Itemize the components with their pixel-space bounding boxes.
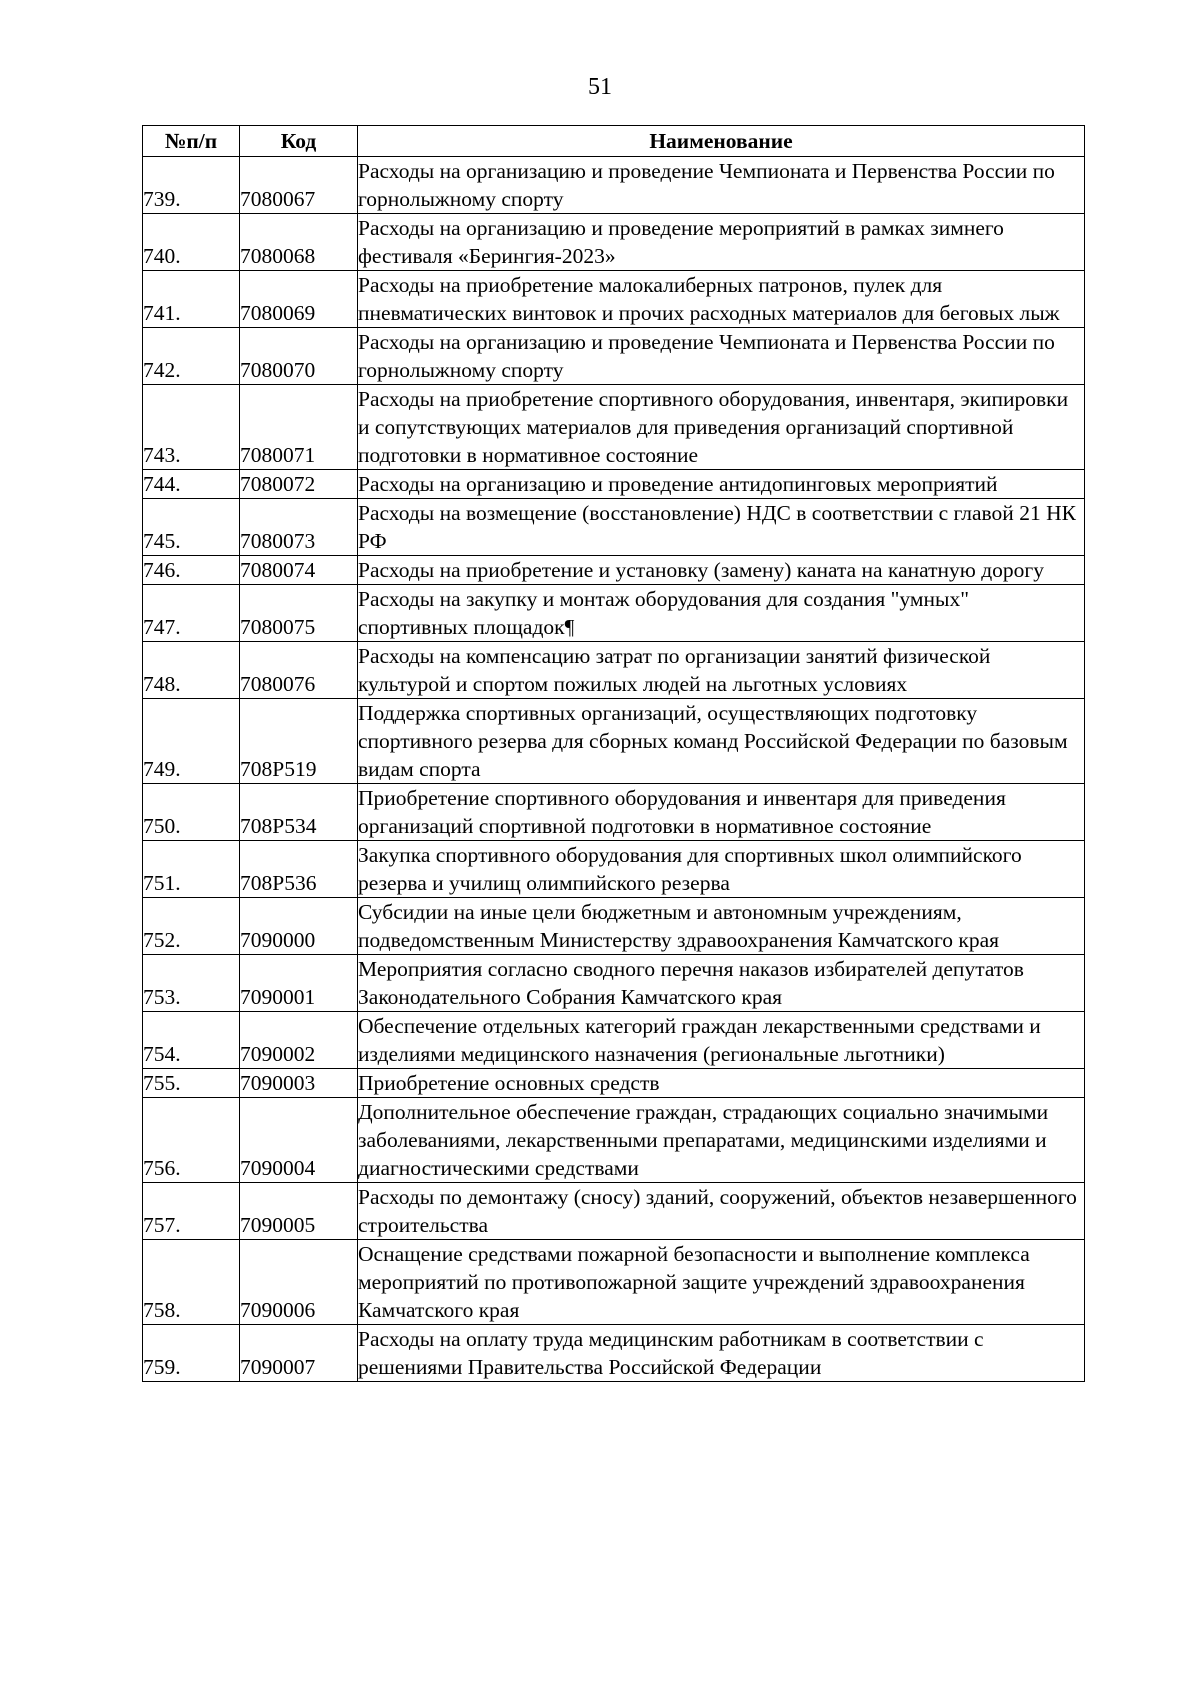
row-code: 708P534 bbox=[240, 784, 358, 841]
row-number: 755. bbox=[143, 1069, 240, 1098]
table-body bbox=[143, 157, 1085, 1382]
table-row bbox=[143, 642, 1085, 699]
table-row bbox=[143, 699, 1085, 784]
row-number: 742. bbox=[143, 328, 240, 385]
table-row bbox=[143, 1240, 1085, 1325]
row-number: 754. bbox=[143, 1012, 240, 1069]
row-name: Закупка спортивного оборудования для спортивных школ олимпийского резерва и училищ олимпийского резерва bbox=[358, 841, 1085, 898]
row-name: Субсидии на иные цели бюджетным и автономным учреждениям, подведомственным Министерству здравоохранения Камчатского края bbox=[358, 898, 1085, 955]
row-name: Расходы на приобретение малокалиберных патронов, пулек для пневматических винтовок и прочих расходных материалов для беговых лыж bbox=[358, 271, 1085, 328]
row-name: Дополнительное обеспечение граждан, страдающих социально значимыми заболеваниями, лекарственными препаратами, медицинскими изделиями и диагностическими средствами bbox=[358, 1098, 1085, 1183]
row-number: 741. bbox=[143, 271, 240, 328]
row-code: 7080071 bbox=[240, 385, 358, 470]
table-row bbox=[143, 841, 1085, 898]
table-row bbox=[143, 157, 1085, 214]
row-name: Оснащение средствами пожарной безопасности и выполнение комплекса мероприятий по противопожарной защите учреждений здравоохранения Камчатского края bbox=[358, 1240, 1085, 1325]
table-row bbox=[143, 1098, 1085, 1183]
row-number: 753. bbox=[143, 955, 240, 1012]
table-row bbox=[143, 898, 1085, 955]
row-name: Расходы на организацию и проведение Чемпионата и Первенства России по горнолыжному спорту bbox=[358, 328, 1085, 385]
row-code: 7080074 bbox=[240, 556, 358, 585]
table-row bbox=[143, 1325, 1085, 1382]
row-code: 7080068 bbox=[240, 214, 358, 271]
row-code: 7080069 bbox=[240, 271, 358, 328]
row-number: 743. bbox=[143, 385, 240, 470]
row-code: 7090005 bbox=[240, 1183, 358, 1240]
table-row bbox=[143, 385, 1085, 470]
row-number: 759. bbox=[143, 1325, 240, 1382]
row-name: Обеспечение отдельных категорий граждан лекарственными средствами и изделиями медицинского назначения (региональные льготники) bbox=[358, 1012, 1085, 1069]
header-number: №п/п bbox=[143, 126, 240, 157]
table-row bbox=[143, 1183, 1085, 1240]
row-code: 7090000 bbox=[240, 898, 358, 955]
row-name: Поддержка спортивных организаций, осуществляющих подготовку спортивного резерва для сборных команд Российской Федерации по базовым видам спорта bbox=[358, 699, 1085, 784]
table-row bbox=[143, 585, 1085, 642]
table-row bbox=[143, 955, 1085, 1012]
row-number: 752. bbox=[143, 898, 240, 955]
row-code: 7090002 bbox=[240, 1012, 358, 1069]
row-name: Расходы на приобретение спортивного оборудования, инвентаря, экипировки и сопутствующих материалов для приведения организаций спортивной подготовки в нормативное состояние bbox=[358, 385, 1085, 470]
row-code: 7080070 bbox=[240, 328, 358, 385]
row-name: Расходы на организацию и проведение мероприятий в рамках зимнего фестиваля «Берингия-2023» bbox=[358, 214, 1085, 271]
row-number: 750. bbox=[143, 784, 240, 841]
header-code: Код bbox=[240, 126, 358, 157]
classification-table bbox=[142, 125, 1085, 1382]
row-number: 747. bbox=[143, 585, 240, 642]
table-row bbox=[143, 271, 1085, 328]
row-code: 708P536 bbox=[240, 841, 358, 898]
row-name: Расходы на закупку и монтаж оборудования для создания "умных" спортивных площадок¶ bbox=[358, 585, 1085, 642]
row-number: 758. bbox=[143, 1240, 240, 1325]
table-row bbox=[143, 1069, 1085, 1098]
row-name: Расходы на организацию и проведение антидопинговых мероприятий bbox=[358, 470, 1085, 499]
row-name: Расходы на организацию и проведение Чемпионата и Первенства России по горнолыжному спорту bbox=[358, 157, 1085, 214]
row-number: 756. bbox=[143, 1098, 240, 1183]
table-row bbox=[143, 214, 1085, 271]
row-name: Расходы на возмещение (восстановление) НДС в соответствии с главой 21 НК РФ bbox=[358, 499, 1085, 556]
table-row bbox=[143, 1012, 1085, 1069]
row-code: 7080073 bbox=[240, 499, 358, 556]
row-number: 749. bbox=[143, 699, 240, 784]
row-code: 7080075 bbox=[240, 585, 358, 642]
row-name: Приобретение основных средств bbox=[358, 1069, 1085, 1098]
table-row bbox=[143, 556, 1085, 585]
row-number: 745. bbox=[143, 499, 240, 556]
row-number: 746. bbox=[143, 556, 240, 585]
row-name: Мероприятия согласно сводного перечня наказов избирателей депутатов Законодательного Собрания Камчатского края bbox=[358, 955, 1085, 1012]
row-name: Расходы по демонтажу (сносу) зданий, сооружений, объектов незавершенного строительства bbox=[358, 1183, 1085, 1240]
row-code: 7080076 bbox=[240, 642, 358, 699]
row-number: 748. bbox=[143, 642, 240, 699]
row-code: 7080067 bbox=[240, 157, 358, 214]
row-name: Расходы на приобретение и установку (замену) каната на канатную дорогу bbox=[358, 556, 1085, 585]
row-code: 7090007 bbox=[240, 1325, 358, 1382]
row-name: Расходы на компенсацию затрат по организации занятий физической культурой и спортом пожилых людей на льготных условиях bbox=[358, 642, 1085, 699]
row-name: Приобретение спортивного оборудования и инвентаря для приведения организаций спортивной подготовки в нормативное состояние bbox=[358, 784, 1085, 841]
table-row bbox=[143, 784, 1085, 841]
row-code: 7080072 bbox=[240, 470, 358, 499]
table-header-row bbox=[143, 126, 1085, 157]
row-number: 740. bbox=[143, 214, 240, 271]
row-code: 7090003 bbox=[240, 1069, 358, 1098]
page-number: 51 bbox=[588, 74, 612, 100]
row-number: 751. bbox=[143, 841, 240, 898]
header-name: Наименование bbox=[358, 126, 1085, 157]
row-code: 708P519 bbox=[240, 699, 358, 784]
table-row bbox=[143, 328, 1085, 385]
table-row bbox=[143, 499, 1085, 556]
row-name: Расходы на оплату труда медицинским работникам в соответствии с решениями Правительства Российской Федерации bbox=[358, 1325, 1085, 1382]
row-number: 739. bbox=[143, 157, 240, 214]
row-number: 757. bbox=[143, 1183, 240, 1240]
row-code: 7090004 bbox=[240, 1098, 358, 1183]
row-code: 7090001 bbox=[240, 955, 358, 1012]
row-code: 7090006 bbox=[240, 1240, 358, 1325]
row-number: 744. bbox=[143, 470, 240, 499]
table-row bbox=[143, 470, 1085, 499]
